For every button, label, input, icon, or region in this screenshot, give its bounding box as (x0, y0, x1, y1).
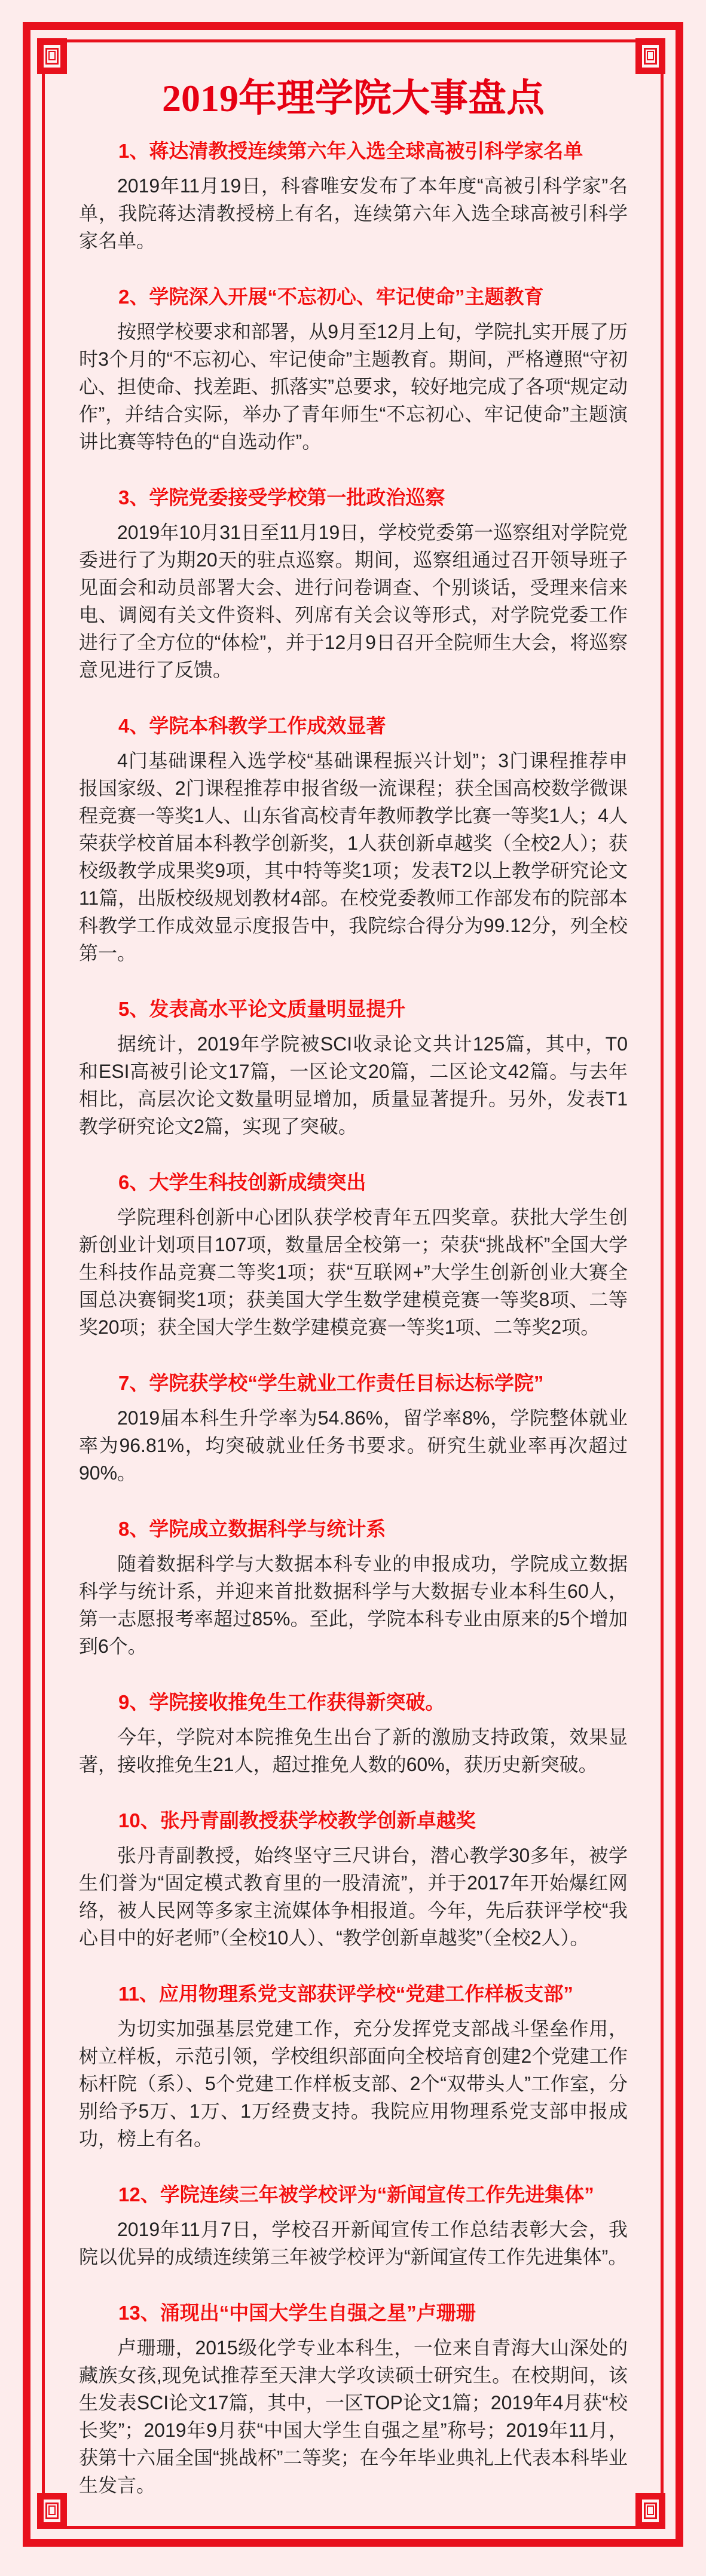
section-body: 随着数据科学与大数据本科专业的申报成功，学院成立数据科学与统计系，并迎来首批数据科学与大数据专业本科生60人，第一志愿报考率超过85%。至此，学院本科专业由原来的5个增加到6个。 (79, 1553, 628, 1657)
corner-ornament-icon (635, 38, 665, 74)
section-body: 按照学校要求和部署，从9月至12月上旬，学院扎实开展了历时3个月的“不忘初心、牢记使命”主题教育。期间，严格遵照“守初心、担使命、找差距、抓落实”总要求，较好地完成了各项“规定动作”，并结合实际，举办了青年师生“不忘初心、牢记使命”主题演讲比赛等特色的“自选动作”。 (79, 321, 628, 452)
section-heading: 10、张丹青副教授获学校教学创新卓越奖 (118, 1809, 476, 1831)
section-body: 2019年11月19日，科睿唯安发布了本年度“高被引科学家”名单，我院蒋达清教授榜上有名，连续第六年入选全球高被引科学家名单。 (79, 175, 628, 252)
section-heading: 6、大学生科技创新成绩突出 (118, 1171, 366, 1193)
section-body: 卢珊珊，2015级化学专业本科生，一位来自青海大山深处的藏族女孩,现免试推荐至天津大学攻读硕士研究生。在校期间，该生发表SCI论文17篇，其中，一区TOP论文1篇；2019年4月获“校长奖”；2019年9月获“中国大学生自强之星”称号；2019年11月，获第十六届全国“挑战杯”二等奖；在今年毕业典礼上代表本科毕业生发言。 (79, 2337, 628, 2496)
section-heading: 9、学院接收推免生工作获得新突破。 (118, 1691, 445, 1713)
news-section (79, 1169, 628, 1341)
corner-ornament-icon (37, 2493, 67, 2529)
news-section (79, 1689, 628, 1778)
corner-ornament-icon (37, 38, 67, 74)
news-section (79, 996, 628, 1140)
news-section (79, 137, 628, 255)
corner-ornament-icon (635, 2493, 665, 2529)
news-section (79, 2181, 628, 2271)
section-heading: 7、学院获学校“学生就业工作责任目标达标学院” (118, 1372, 544, 1394)
section-body: 据统计，2019年学院被SCI收录论文共计125篇，其中，T0和ESI高被引论文17篇，一区论文20篇，二区论文42篇。与去年相比，高层次论文数量明显增加，质量显著提升。另外，发表T1教学研究论文2篇，实现了突破。 (79, 1033, 628, 1137)
section-heading: 13、涌现出“中国大学生自强之星”卢珊珊 (118, 2302, 476, 2324)
news-section (79, 1980, 628, 2152)
article-content (79, 73, 628, 2499)
section-body: 今年，学院对本院推免生出台了新的激励支持政策，效果显著，接收推免生21人，超过推免人数的60%，获历史新突破。 (79, 1726, 628, 1775)
page-title: 2019年理学院大事盘点 (162, 77, 545, 120)
section-body: 2019年10月31日至11月19日，学校党委第一巡察组对学院党委进行了为期20天的驻点巡察。期间，巡察组通过召开领导班子见面会和动员部署大会、进行问卷调查、个别谈话，受理来信来电、调阅有关文件资料、列席有关会议等形式，对学院党委工作进行了全方位的“体检”，并于12月9日召开全院师生大会，将巡察意见进行了反馈。 (79, 522, 628, 681)
news-section (79, 484, 628, 684)
section-heading: 1、蒋达清教授连续第六年入选全球高被引科学家名单 (118, 140, 583, 162)
news-section (79, 1515, 628, 1660)
sections-list (79, 137, 628, 2499)
section-heading: 5、发表高水平论文质量明显提升 (118, 998, 406, 1020)
section-heading: 2、学院深入开展“不忘初心、牢记使命”主题教育 (118, 286, 544, 308)
section-heading: 8、学院成立数据科学与统计系 (118, 1518, 386, 1540)
news-section (79, 283, 628, 455)
section-body: 2019年11月7日，学校召开新闻宣传工作总结表彰大会，我院以优异的成绩连续第三年被学校评为“新闻宣传工作先进集体”。 (79, 2219, 628, 2268)
section-body: 学院理科创新中心团队获学校青年五四奖章。获批大学生创新创业计划项目107项，数量居全校第一；荣获“挑战杯”全国大学生科技作品竞赛二等奖1项；获“互联网+”大学生创新创业大赛全国总决赛铜奖1项；获美国大学生数学建模竞赛一等奖8项、二等奖20项；获全国大学生数学建模竞赛一等奖1项、二等奖2项。 (79, 1206, 628, 1338)
section-body: 为切实加强基层党建工作，充分发挥党支部战斗堡垒作用，树立样板，示范引领，学校组织部面向全校培育创建2个党建工作标杆院（系）、5个党建工作样板支部、2个“双带头人”工作室，分别给予5万、1万、1万经费支持。我院应用物理系党支部申报成功，榜上有名。 (79, 2018, 628, 2149)
section-heading: 3、学院党委接受学校第一批政治巡察 (118, 486, 445, 509)
section-heading: 4、学院本科教学工作成效显著 (118, 715, 386, 737)
news-section (79, 1807, 628, 1952)
section-body: 4门基础课程入选学校“基础课程振兴计划”；3门课程推荐申报国家级、2门课程推荐申报省级一流课程；获全国高校数学微课程竞赛一等奖1人、山东省高校青年教师教学比赛一等奖1人；4人荣获学校首届本科教学创新奖，1人获创新卓越奖（全校2人）；获校级教学成果奖9项，其中特等奖1项；发表T2以上教学研究论文11篇，出版校级规划教材4部。在校党委教师工作部发布的院部本科教学工作成效显示度报告中，我院综合得分为99.12分，列全校第一。 (79, 750, 628, 964)
section-heading: 12、学院连续三年被学校评为“新闻宣传工作先进集体” (118, 2183, 594, 2206)
news-section (79, 1370, 628, 1487)
section-body: 张丹青副教授，始终坚守三尺讲台，潜心教学30多年，被学生们誉为“固定模式教育里的一股清流”，并于2017年开始爆红网络，被人民网等多家主流媒体争相报道。今年，先后获评学校“我心目中的好老师”（全校10人）、“教学创新卓越奖”（全校2人）。 (79, 1845, 628, 1949)
news-section (79, 712, 628, 967)
news-section (79, 2299, 628, 2499)
section-body: 2019届本科生升学率为54.86%，留学率8%，学院整体就业率为96.81%，均突破就业任务书要求。研究生就业率再次超过90%。 (79, 1407, 628, 1484)
section-heading: 11、应用物理系党支部获评学校“党建工作样板支部” (118, 1983, 573, 2005)
